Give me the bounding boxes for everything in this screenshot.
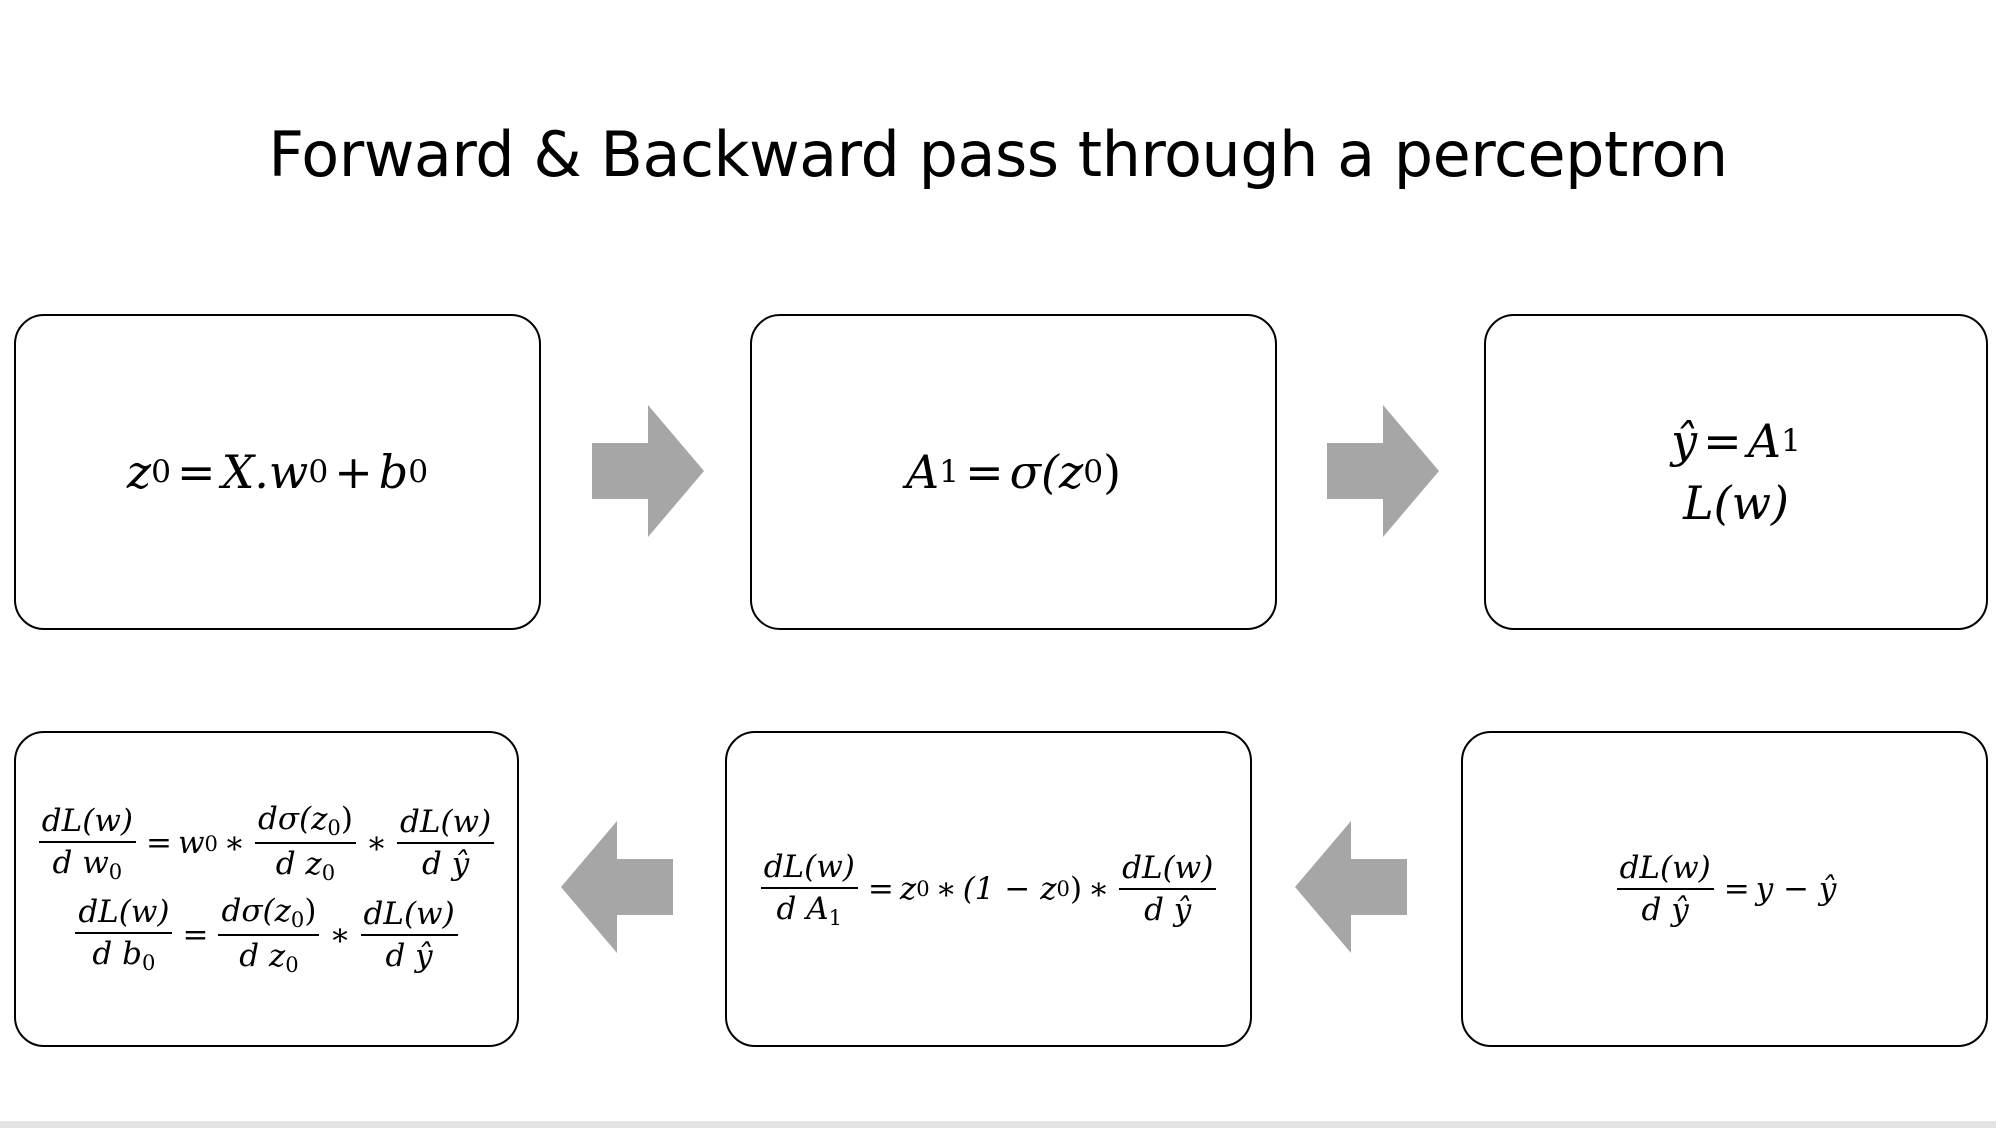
output-gradient-equation: $\frac{dL(w)}{\text{d ŷ}}$ = y − ŷ <box>1613 850 1837 928</box>
right-arrow-icon <box>1327 405 1439 537</box>
bias-gradient-equation: $\frac{dL(w)}{d b_0}$ = $\frac{d\sigma(z_0)}{d z_0}$ ∗ $\frac{dL(w)}{\text{d ŷ}}$ <box>71 893 461 977</box>
weight-gradient-equation: $\frac{dL(w)}{d w_0}$ = w 0 ∗ $\frac{d\sigma(z_0)}{d z_0}$ ∗ $\frac{dL(w)}{\text{d ŷ}}$ <box>35 801 498 885</box>
forward-box-linear <box>14 314 541 630</box>
loss-label: L(w) <box>1683 476 1789 530</box>
backward-box-weights <box>14 731 519 1047</box>
activation-gradient-equation: $\frac{dL(w)}{d A_1}$ = z 0 ∗ (1 − z 0 ) ∗ $\frac{dL(w)}{\text{d ŷ}}$ <box>757 849 1221 930</box>
activation-equation: A 1 = σ(z 0 ) <box>905 445 1122 499</box>
footer-bar <box>0 1121 1996 1128</box>
linear-equation: z 0 = X.w 0 + b 0 <box>126 445 429 499</box>
forward-box-output <box>1484 314 1988 630</box>
left-arrow-icon <box>561 821 673 953</box>
backward-box-output <box>1461 731 1988 1047</box>
forward-box-activation <box>750 314 1277 630</box>
prediction-equation: ŷ = A 1 <box>1671 414 1801 468</box>
backward-box-activation <box>725 731 1252 1047</box>
slide-title: Forward & Backward pass through a perceptron <box>268 118 1728 191</box>
right-arrow-icon <box>592 405 704 537</box>
left-arrow-icon <box>1295 821 1407 953</box>
